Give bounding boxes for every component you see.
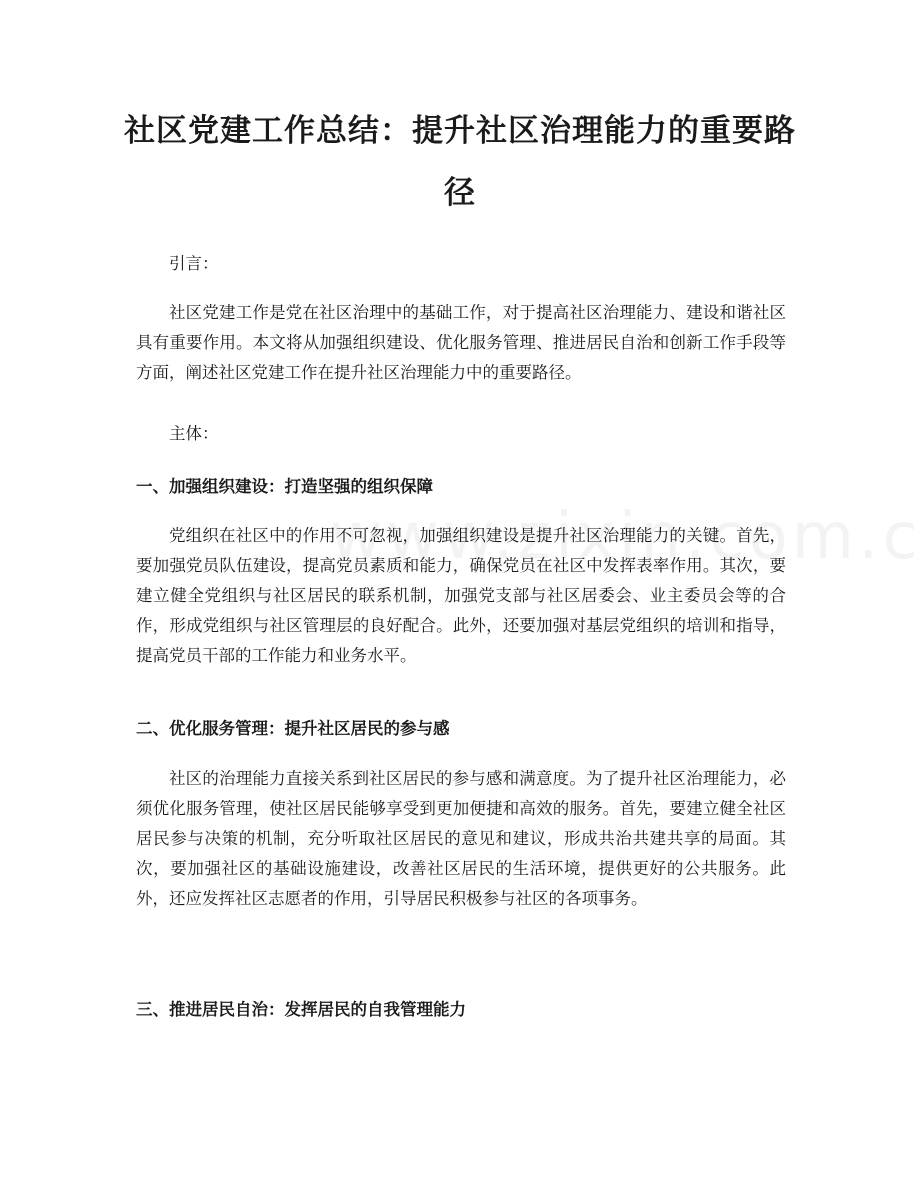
document-title: 社区党建工作总结：提升社区治理能力的重要路径 bbox=[124, 113, 796, 211]
section-paragraph-2: 社区的治理能力直接关系到社区居民的参与感和满意度。为了提升社区治理能力，必须优化服务管理，使社区居民能够享受到更加便捷和高效的服务。首先，要建立健全社区居民参与决策的机制，充分听取社区居民的意见和建议，形成共治共建共享的局面。其次，要加强社区的基础设施建设，改善社区居民的生活环境，提供更好的公共服务。此外，还应发挥社区志愿者的作用，引导居民积极参与社区的各项事务。 bbox=[136, 769, 786, 908]
section-paragraph-1: 党组织在社区中的作用不可忽视，加强组织建设是提升社区治理能力的关键。首先，要加强党员队伍建设，提高党员素质和能力，确保党员在社区中发挥表率作用。其次，要建立健全党组织与社区居民的联系机制，加强党支部与社区居委会、业主委员会等的合作，形成党组织与社区管理层的良好配合。此外，还要加强对基层党组织的培训和指导，提高党员干部的工作能力和业务水平。 bbox=[136, 526, 786, 665]
section-heading-1: 一、加强组织建设：打造坚强的组织保障 bbox=[136, 477, 433, 496]
intro-label: 引言： bbox=[169, 254, 219, 273]
section-heading-2: 二、优化服务管理：提升社区居民的参与感 bbox=[136, 719, 450, 738]
intro-paragraph: 社区党建工作是党在社区治理中的基础工作，对于提高社区治理能力、建设和谐社区具有重要作用。本文将从加强组织建设、优化服务管理、推进居民自治和创新工作手段等方面，阐述社区党建工作在提升社区治理能力中的重要路径。 bbox=[136, 303, 786, 382]
section-heading-3: 三、推进居民自治：发挥居民的自我管理能力 bbox=[136, 1000, 466, 1019]
body-label: 主体： bbox=[169, 424, 219, 443]
